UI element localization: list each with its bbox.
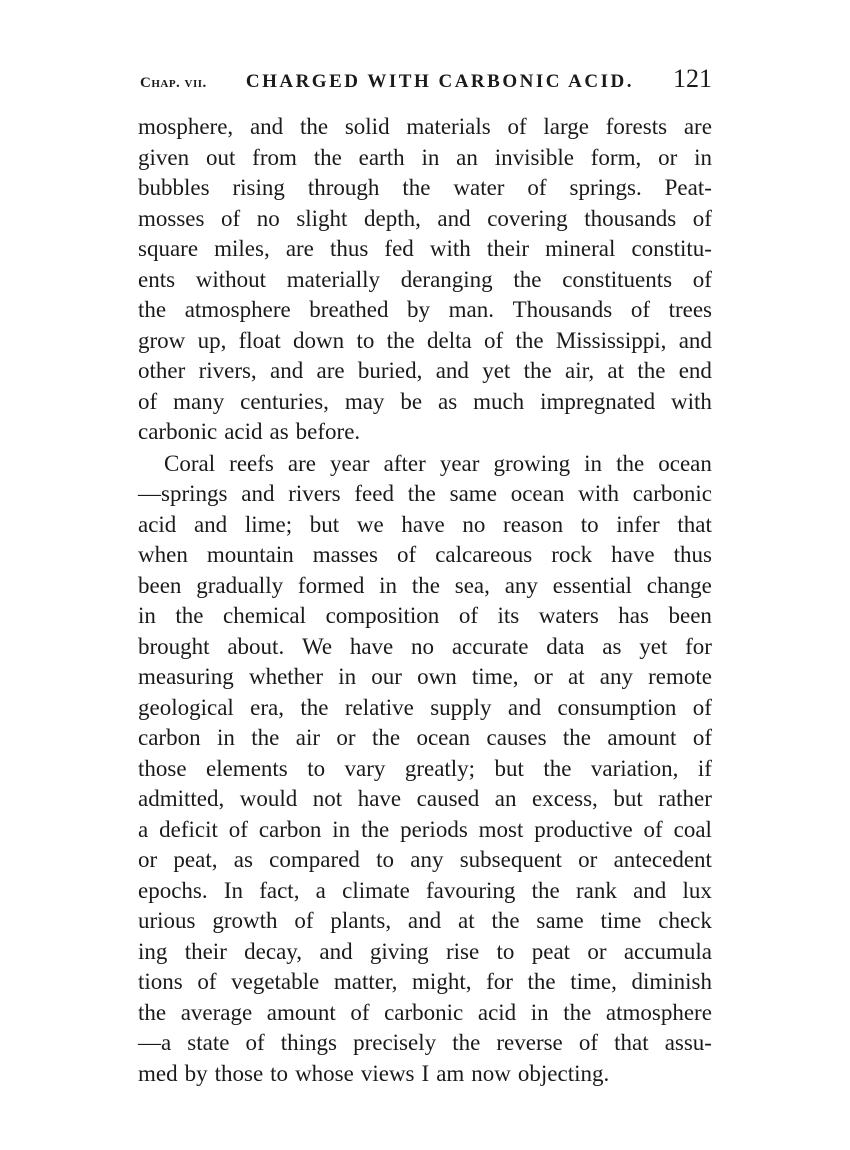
- text-line: ents without materially deranging the constituents of: [138, 266, 712, 292]
- body-text: [138, 112, 712, 1089]
- text-line: —springs and rivers feed the same ocean with carbonic: [138, 481, 712, 506]
- text-line: —a state of things precisely the reverse of that assu-: [138, 1030, 712, 1055]
- text-line: other rivers, and are buried, and yet the air, at the end: [138, 358, 712, 383]
- text-line: geological era, the relative supply and consumption of: [138, 694, 712, 720]
- text-line: those elements to vary greatly; but the variation, if: [138, 755, 712, 781]
- text-line: epochs. In fact, a climate favouring the rank and lux: [138, 877, 712, 903]
- text-line: a deficit of carbon in the periods most productive of coal: [138, 816, 712, 842]
- chapter-label: Chap. vii.: [140, 75, 207, 91]
- text-line: the atmosphere breathed by man. Thousands of trees: [138, 297, 712, 322]
- text-line: med by those to whose views I am now objecting.: [138, 1060, 610, 1086]
- paragraph: [138, 112, 712, 448]
- paragraph: [138, 449, 712, 1090]
- text-line: brought about. We have no accurate data as yet for: [138, 633, 712, 659]
- text-line: grow up, float down to the delta of the Mississippi, and: [138, 327, 712, 353]
- text-line: been gradually formed in the sea, any essential change: [138, 572, 712, 598]
- text-line: ing their decay, and giving rise to peat or accumula: [138, 938, 712, 964]
- text-line: bubbles rising through the water of springs. Peat-: [138, 175, 712, 200]
- text-line: measuring whether in our own time, or at any remote: [138, 664, 712, 689]
- text-line: given out from the earth in an invisible form, or in: [138, 144, 712, 170]
- page-number: 121: [673, 64, 712, 93]
- text-line: admitted, would not have caused an excess, but rather: [138, 786, 712, 811]
- running-head-title: CHARGED WITH CARBONIC ACID.: [245, 71, 634, 92]
- running-head: [140, 64, 712, 100]
- text-line: acid and lime; but we have no reason to infer that: [138, 511, 712, 537]
- text-line: Coral reefs are year after year growing in the ocean: [164, 450, 712, 476]
- text-line: when mountain masses of calcareous rock have thus: [138, 542, 712, 567]
- text-line: mosphere, and the solid materials of large forests are: [138, 114, 712, 139]
- text-line: tions of vegetable matter, might, for the time, diminish: [138, 969, 712, 994]
- text-line: in the chemical composition of its waters has been: [138, 603, 712, 628]
- text-line: the average amount of carbonic acid in the atmosphere: [138, 999, 712, 1025]
- text-line: carbonic acid as before.: [138, 419, 361, 444]
- text-line: carbon in the air or the ocean causes the amount of: [138, 725, 712, 750]
- text-line: urious growth of plants, and at the same time check: [138, 908, 712, 933]
- text-line: square miles, are thus fed with their mineral constitu-: [138, 236, 712, 261]
- text-line: of many centuries, may be as much impregnated with: [138, 388, 712, 414]
- text-line: or peat, as compared to any subsequent or antecedent: [138, 847, 712, 872]
- text-line: mosses of no slight depth, and covering thousands of: [138, 205, 712, 231]
